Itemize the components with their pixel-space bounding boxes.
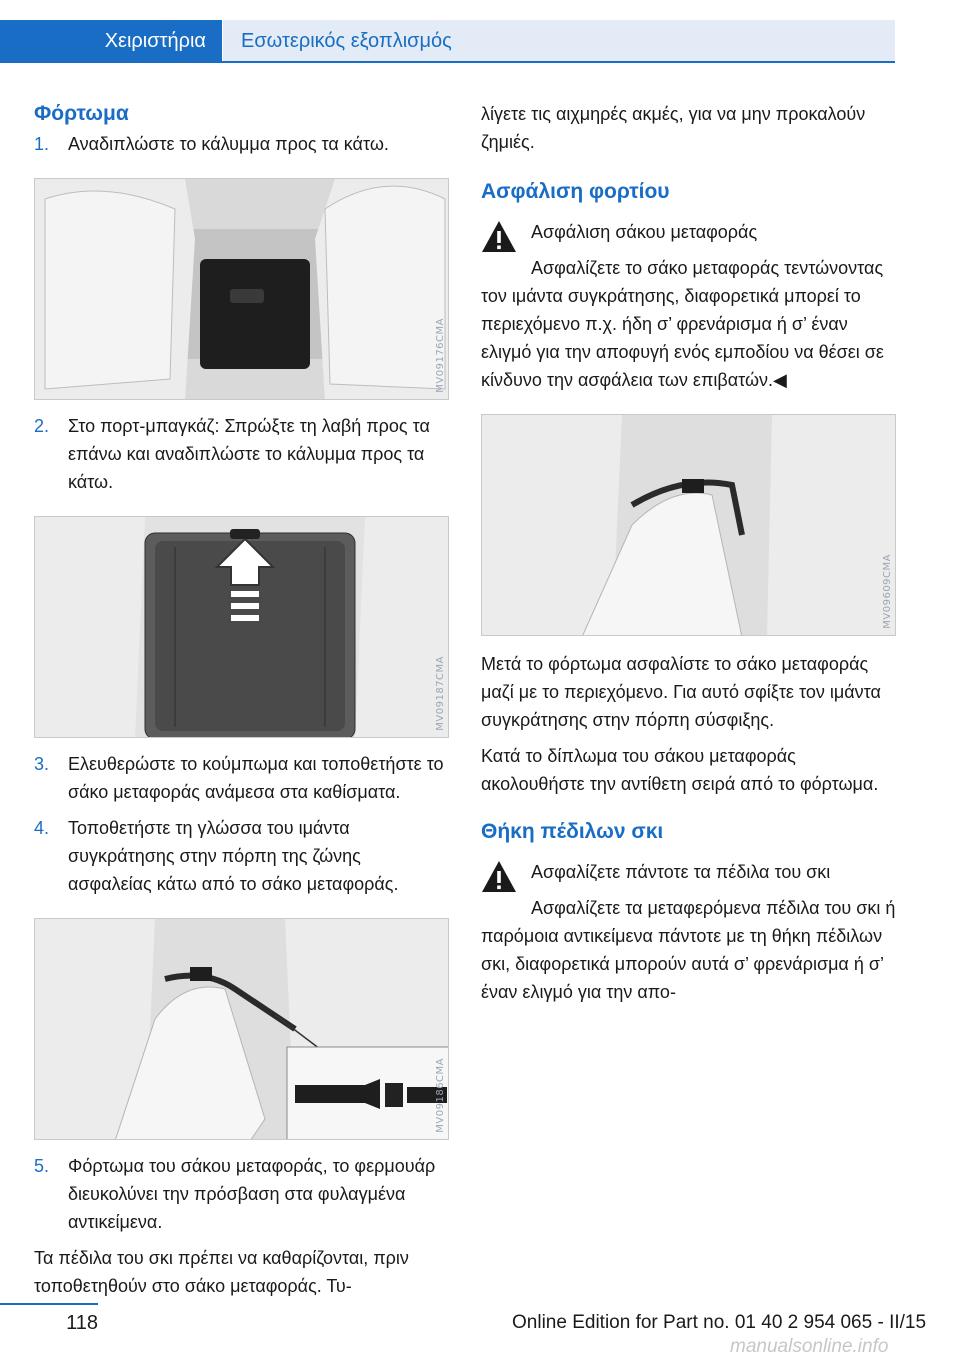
warning-triangle-icon — [481, 860, 517, 893]
warning-secure-bag — [481, 218, 896, 246]
step-2 — [34, 412, 449, 496]
header-divider — [0, 61, 895, 63]
figure-code: MV09176CMA — [435, 318, 446, 393]
warning-title: Ασφαλίζετε πάντοτε τα πέδιλα του σκι — [531, 862, 831, 882]
figure-push-handle — [34, 516, 449, 738]
footer-rule — [0, 1303, 98, 1305]
step-3 — [34, 750, 449, 806]
step-text: Αναδιπλώστε το κάλυμμα προς τα κάτω. — [68, 134, 389, 154]
tab-controls[interactable] — [0, 20, 222, 62]
figure-strap-tensioned — [481, 414, 896, 636]
figure-bag-strap-buckle — [34, 918, 449, 1140]
step-number: 3. — [34, 754, 50, 774]
figure-bag-strap-buckle-illustration — [35, 919, 449, 1140]
step-text: Τοποθετήστε τη γλώσσα του ιμάντα συγκράτησης στην πόρπη της ζώνης ασφαλείας κάτω από το σάκο μεταφοράς. — [68, 818, 399, 894]
figure-code: MV09186CMA — [435, 1058, 446, 1133]
tab-interior-equipment[interactable] — [223, 20, 895, 62]
figure-code: MV09609CMA — [882, 554, 893, 629]
tab-interior-equipment-label: Εσωτερικός εξοπλισμός — [241, 29, 452, 52]
paragraph-folding: Κατά το δίπλωμα του σάκου μεταφοράς ακολουθήστε την αντίθετη σειρά από το φόρτωμα. — [481, 746, 879, 794]
paragraph-after-loading: Μετά το φόρτωμα ασφαλίστε το σάκο μεταφοράς μαζί με το περιεχόμενο. Για αυτό σφίξτε τον ιμάντα συγκράτησης στην πόρπη σύσφιξης. — [481, 654, 881, 730]
figure-push-handle-illustration — [35, 517, 449, 738]
step-1 — [34, 130, 449, 158]
step-number: 5. — [34, 1156, 50, 1176]
section-title-loading: Φόρτωμα — [34, 102, 129, 125]
figure-ski-hatch-cover-illustration — [35, 179, 449, 400]
step-number: 1. — [34, 134, 50, 154]
warning-body: Ασφαλίζετε το σάκο μεταφοράς τεντώνοντας τον ιμάντα συγκράτησης, διαφορετικά μπορεί το περιεχόμενο π.χ. ήδη σ’ φρενάρισμα ή σ’ έναν ελιγμό για την αποφυγή ενός εμποδίου να θέσει σε κίνδυνο την ασφάλεια των επιβατών.◀ — [481, 258, 884, 390]
figure-strap-tensioned-illustration — [482, 415, 896, 636]
edition-text: Online Edition for Part no. 01 40 2 954 065 - II/15 — [512, 1312, 927, 1333]
warning-triangle-icon — [481, 220, 517, 253]
page-header — [0, 0, 960, 62]
tab-controls-label: Χειριστήρια — [104, 29, 206, 52]
step-number: 2. — [34, 416, 50, 436]
watermark: manualsonline.info — [730, 1336, 889, 1357]
figure-ski-hatch-cover — [34, 178, 449, 400]
step-text: Στο πορτ-μπαγκάζ: Σπρώξτε τη λαβή προς τα επάνω και αναδιπλώστε το κάλυμμα προς τα κάτω. — [68, 416, 430, 492]
step-text: Φόρτωμα του σάκου μεταφοράς, το φερμουάρ διευκολύνει την πρόσβαση στα φυλαγμένα αντικείμενα. — [68, 1156, 436, 1232]
step-4 — [34, 814, 449, 898]
left-column — [34, 100, 449, 1300]
paragraph-continued: λίγετε τις αιχμηρές ακμές, για να μην προκαλούν ζημιές. — [481, 104, 866, 152]
section-title-securing-cargo: Ασφάλιση φορτίου — [481, 180, 670, 203]
step-text: Ελευθερώστε το κούμπωμα και τοποθετήστε το σάκο μεταφοράς ανάμεσα στα καθίσματα. — [68, 754, 444, 802]
step-number: 4. — [34, 818, 50, 838]
paragraph-clean-skis: Τα πέδιλα του σκι πρέπει να καθαρίζονται, πριν τοποθετηθούν στο σάκο μεταφοράς. Τυ- — [34, 1248, 409, 1296]
figure-code: MV09187CMA — [435, 656, 446, 731]
right-column — [481, 100, 896, 1006]
warning-body: Ασφαλίζετε τα μεταφερόμενα πέδιλα του σκι ή παρόμοια αντικείμενα πάντοτε με τη θήκη πέδιλων σκι, διαφορετικά μπορούν αυτά σ’ φρενάρισμα ή σ’ έναν ελιγμό για την απο- — [481, 898, 896, 1002]
step-5 — [34, 1152, 449, 1236]
section-title-ski-bag: Θήκη πέδιλων σκι — [481, 820, 664, 843]
warning-secure-skis — [481, 858, 896, 886]
page-number: 118 — [66, 1312, 98, 1334]
warning-title: Ασφάλιση σάκου μεταφοράς — [531, 222, 758, 242]
